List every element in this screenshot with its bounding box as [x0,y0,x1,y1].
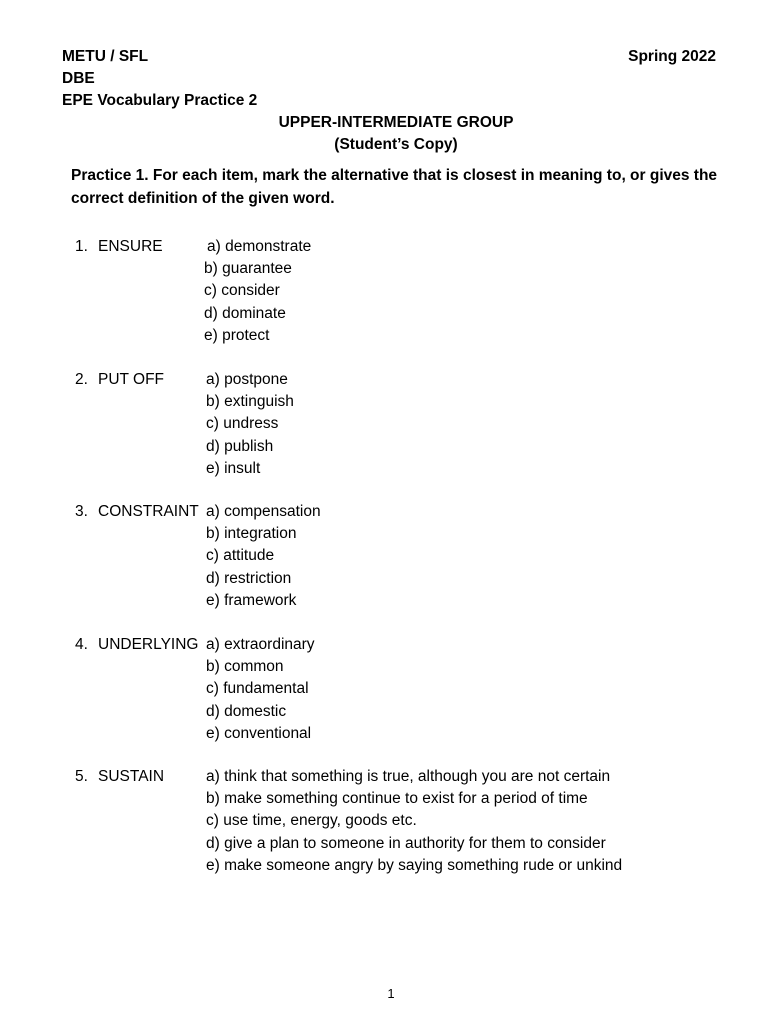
option-a[interactable]: a) think that something is true, although you are not certain [206,768,611,785]
option-d[interactable]: d) dominate [204,304,286,322]
option-c[interactable]: c) attitude [206,547,275,565]
question-word: ENSURE [98,238,163,255]
option-e[interactable]: e) conventional [206,724,312,742]
option-b[interactable]: b) guarantee [204,260,292,278]
option-a[interactable]: a) demonstrate [207,238,312,255]
header-term: Spring 2022 [628,48,716,65]
option-c[interactable]: c) undress [206,415,279,433]
question-word: PUT OFF [98,371,165,388]
option-d[interactable]: d) domestic [206,702,287,720]
question-word: UNDERLYING [98,636,199,653]
option-e[interactable]: e) insult [206,459,261,477]
question-word: CONSTRAINT [98,503,199,520]
option-c[interactable]: c) consider [204,282,280,300]
option-d[interactable]: d) restriction [206,569,292,587]
option-list [206,236,311,347]
copy-label: (Student’s Copy) [334,136,458,153]
header-institution: METU / SFL [62,48,149,65]
option-list [206,766,622,877]
option-e[interactable]: e) protect [204,326,270,344]
option-list [206,369,294,480]
group-title: UPPER-INTERMEDIATE GROUP [278,114,514,131]
header-practice-title: EPE Vocabulary Practice 2 [62,92,258,109]
question-number: 5. [75,768,88,785]
option-b[interactable]: b) integration [206,525,297,543]
option-e[interactable]: e) framework [206,591,297,609]
option-a[interactable]: a) postpone [206,371,288,388]
option-b[interactable]: b) extinguish [206,393,294,411]
option-b[interactable]: b) common [206,658,284,676]
question-number: 2. [75,371,88,388]
option-d[interactable]: d) give a plan to someone in authority for them to consider [206,834,606,852]
option-a[interactable]: a) compensation [206,503,321,520]
question-number: 4. [75,636,88,653]
header-department: DBE [62,70,95,87]
instructions: Practice 1. For each item, mark the alternative that is closest in meaning to, or gives the correct definition of the given word. [71,167,718,207]
question-word: SUSTAIN [98,768,165,785]
option-list [206,501,321,612]
option-list [206,634,315,745]
page-number: 1 [387,986,395,1001]
option-a[interactable]: a) extraordinary [206,636,315,653]
option-b[interactable]: b) make something continue to exist for a period of time [206,790,588,808]
question-number: 1. [75,238,88,255]
option-c[interactable]: c) use time, energy, goods etc. [206,812,417,830]
question-number: 3. [75,503,88,520]
option-d[interactable]: d) publish [206,437,274,455]
option-c[interactable]: c) fundamental [206,680,309,698]
option-e[interactable]: e) make someone angry by saying something rude or unkind [206,856,623,874]
